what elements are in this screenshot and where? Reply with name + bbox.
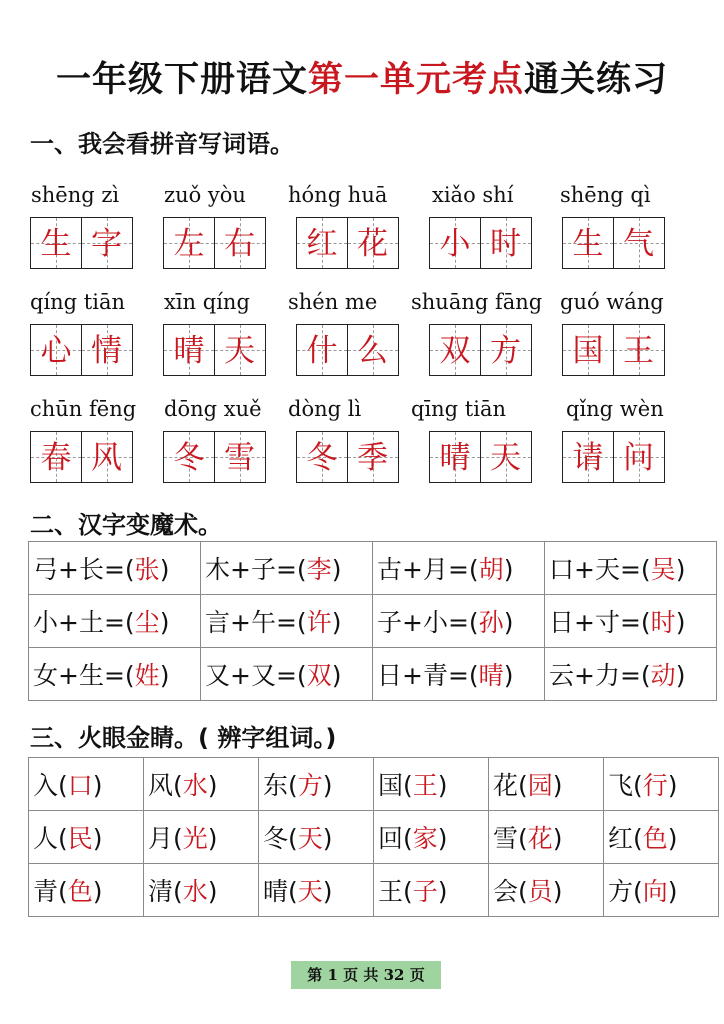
close-paren: ) — [552, 824, 563, 853]
open-paren: ( — [403, 771, 413, 800]
writing-boxes — [163, 431, 264, 483]
tianzige-cell — [562, 431, 614, 483]
open-paren: ( — [640, 555, 651, 584]
tianzige-cell — [562, 217, 614, 269]
base-character: 人 — [33, 824, 59, 853]
combine-expression: 小+土= — [33, 608, 125, 637]
open-paren: ( — [288, 824, 298, 853]
writing-boxes — [562, 431, 663, 483]
tianzige-cell — [214, 324, 266, 376]
base-character: 月 — [148, 824, 174, 853]
combine-cell — [545, 648, 717, 701]
answer-character: 晴 — [478, 661, 504, 690]
tianzige-cell — [296, 431, 348, 483]
answer-character: 天 — [224, 333, 255, 369]
pinyin-label: hóng huā — [288, 183, 388, 207]
combine-cell — [545, 542, 717, 595]
answer-character: 春 — [40, 440, 72, 476]
word-cell — [29, 811, 144, 864]
answer-character: 方 — [490, 333, 521, 369]
pinyin-label: xiǎo shí — [432, 183, 514, 207]
combine-expression: 日+寸= — [549, 608, 641, 637]
tianzige-cell — [163, 324, 215, 376]
base-character: 风 — [148, 771, 174, 800]
combine-cell — [373, 542, 545, 595]
answer-character: 红 — [306, 226, 338, 262]
writing-boxes — [30, 324, 131, 376]
answer-character: 张 — [134, 555, 160, 584]
table-row — [29, 864, 719, 917]
close-paren: ) — [437, 771, 448, 800]
title-part2: 第一单元考点 — [307, 60, 524, 100]
tianzige-cell — [429, 431, 481, 483]
combine-cell — [201, 542, 373, 595]
open-paren: ( — [296, 608, 307, 637]
open-paren: ( — [288, 771, 298, 800]
pinyin-label: shēng zì — [31, 183, 120, 207]
close-paren: ) — [322, 877, 333, 906]
word-cell — [604, 811, 719, 864]
pinyin-label: qíng tiān — [30, 290, 126, 314]
answer-character: 季 — [357, 440, 388, 476]
answer-character: 子 — [412, 877, 438, 906]
base-character: 青 — [33, 877, 59, 906]
base-character: 飞 — [608, 771, 634, 800]
answer-character: 小 — [439, 226, 471, 262]
base-character: 雪 — [493, 824, 519, 853]
answer-character: 什 — [306, 333, 338, 369]
base-character: 冬 — [263, 824, 289, 853]
answer-character: 员 — [527, 877, 553, 906]
title-part3: 通关练习 — [524, 60, 669, 100]
tianzige-cell — [163, 431, 215, 483]
open-paren: ( — [468, 608, 479, 637]
answer-character: 国 — [572, 333, 604, 369]
answer-character: 色 — [642, 824, 668, 853]
answer-character: 向 — [642, 877, 668, 906]
answer-character: 水 — [182, 771, 208, 800]
answer-character: 王 — [623, 333, 654, 369]
section1-heading: 一、我会看拼音写词语。 — [30, 130, 294, 158]
answer-character: 光 — [182, 824, 208, 853]
tianzige-cell — [562, 324, 614, 376]
open-paren: ( — [468, 555, 479, 584]
open-paren: ( — [124, 555, 135, 584]
close-paren: ) — [331, 608, 342, 637]
section3-heading: 三、火眼金睛。( 辨字组词。) — [30, 724, 337, 752]
word-cell — [144, 811, 259, 864]
character-combine-table — [28, 541, 717, 701]
base-character: 回 — [378, 824, 404, 853]
writing-boxes — [296, 431, 397, 483]
tianzige-cell — [429, 217, 481, 269]
combine-expression: 子+小= — [377, 608, 469, 637]
answer-character: 胡 — [478, 555, 504, 584]
close-paren: ) — [159, 555, 170, 584]
base-character: 清 — [148, 877, 174, 906]
table-row — [29, 595, 717, 648]
answer-character: 字 — [91, 226, 122, 262]
writing-boxes — [296, 217, 397, 269]
open-paren: ( — [296, 555, 307, 584]
writing-boxes — [429, 431, 530, 483]
tianzige-cell — [429, 324, 481, 376]
tianzige-cell — [480, 431, 532, 483]
answer-character: 么 — [357, 333, 388, 369]
base-character: 东 — [263, 771, 289, 800]
pinyin-label: zuǒ yòu — [164, 183, 246, 207]
open-paren: ( — [124, 661, 135, 690]
close-paren: ) — [667, 771, 678, 800]
open-paren: ( — [296, 661, 307, 690]
combine-cell — [201, 648, 373, 701]
answer-character: 方 — [297, 771, 323, 800]
character-distinguish-table — [28, 757, 719, 917]
tianzige-cell — [163, 217, 215, 269]
combine-expression: 古+月= — [377, 555, 469, 584]
tianzige-cell — [30, 324, 82, 376]
combine-cell — [201, 595, 373, 648]
writing-boxes — [562, 217, 663, 269]
close-paren: ) — [207, 824, 218, 853]
tianzige-cell — [30, 431, 82, 483]
open-paren: ( — [58, 877, 68, 906]
combine-expression: 云+力= — [549, 661, 641, 690]
answer-character: 园 — [527, 771, 553, 800]
answer-character: 双 — [306, 661, 332, 690]
pinyin-label: xīn qíng — [164, 290, 250, 314]
open-paren: ( — [518, 877, 528, 906]
writing-boxes — [562, 324, 663, 376]
answer-character: 时 — [490, 226, 521, 262]
open-paren: ( — [288, 877, 298, 906]
open-paren: ( — [518, 771, 528, 800]
close-paren: ) — [667, 824, 678, 853]
answer-character: 许 — [306, 608, 332, 637]
open-paren: ( — [403, 824, 413, 853]
open-paren: ( — [173, 771, 183, 800]
answer-character: 孙 — [478, 608, 504, 637]
answer-character: 吴 — [650, 555, 676, 584]
close-paren: ) — [207, 877, 218, 906]
close-paren: ) — [322, 771, 333, 800]
close-paren: ) — [503, 661, 514, 690]
close-paren: ) — [159, 661, 170, 690]
pinyin-label: dōng xuě — [164, 397, 262, 421]
tianzige-cell — [30, 217, 82, 269]
combine-expression: 日+青= — [377, 661, 469, 690]
word-cell — [489, 864, 604, 917]
answer-character: 请 — [572, 440, 604, 476]
tianzige-cell — [613, 431, 665, 483]
close-paren: ) — [207, 771, 218, 800]
open-paren: ( — [640, 608, 651, 637]
writing-boxes — [429, 324, 530, 376]
tianzige-cell — [296, 217, 348, 269]
answer-character: 情 — [91, 333, 122, 369]
tianzige-cell — [613, 217, 665, 269]
writing-boxes — [296, 324, 397, 376]
close-paren: ) — [552, 771, 563, 800]
open-paren: ( — [173, 877, 183, 906]
close-paren: ) — [552, 877, 563, 906]
open-paren: ( — [633, 824, 643, 853]
tianzige-cell — [296, 324, 348, 376]
tianzige-cell — [347, 324, 399, 376]
combine-cell — [29, 595, 201, 648]
combine-cell — [29, 648, 201, 701]
close-paren: ) — [92, 877, 103, 906]
answer-character: 动 — [650, 661, 676, 690]
combine-cell — [373, 648, 545, 701]
pinyin-label: shén me — [288, 290, 378, 314]
answer-character: 左 — [173, 226, 205, 262]
tianzige-cell — [347, 217, 399, 269]
answer-character: 水 — [182, 877, 208, 906]
combine-cell — [545, 595, 717, 648]
combine-expression: 弓+长= — [33, 555, 125, 584]
answer-character: 时 — [650, 608, 676, 637]
base-character: 红 — [608, 824, 634, 853]
answer-character: 家 — [412, 824, 438, 853]
tianzige-cell — [214, 431, 266, 483]
word-cell — [604, 864, 719, 917]
close-paren: ) — [159, 608, 170, 637]
answer-character: 右 — [224, 226, 255, 262]
answer-character: 李 — [306, 555, 332, 584]
title-part1: 一年级下册语文 — [55, 60, 308, 100]
answer-character: 生 — [40, 226, 72, 262]
open-paren: ( — [124, 608, 135, 637]
page-footer: 第 1 页 共 32 页 — [291, 961, 441, 989]
tianzige-cell — [81, 431, 133, 483]
word-cell — [489, 758, 604, 811]
tianzige-cell — [347, 431, 399, 483]
open-paren: ( — [58, 771, 68, 800]
tianzige-cell — [81, 217, 133, 269]
close-paren: ) — [503, 608, 514, 637]
base-character: 入 — [33, 771, 59, 800]
pinyin-label: dòng lì — [288, 397, 362, 421]
answer-character: 晴 — [439, 440, 471, 476]
word-cell — [259, 758, 374, 811]
table-row — [29, 758, 719, 811]
answer-character: 口 — [67, 771, 93, 800]
pinyin-label: qǐng wèn — [566, 397, 664, 421]
combine-expression: 言+午= — [205, 608, 297, 637]
word-cell — [29, 864, 144, 917]
answer-character: 双 — [439, 333, 471, 369]
combine-cell — [373, 595, 545, 648]
word-cell — [374, 811, 489, 864]
pinyin-label: qīng tiān — [411, 397, 507, 421]
base-character: 会 — [493, 877, 519, 906]
close-paren: ) — [675, 661, 686, 690]
open-paren: ( — [58, 824, 68, 853]
close-paren: ) — [667, 877, 678, 906]
writing-boxes — [429, 217, 530, 269]
answer-character: 雪 — [224, 440, 255, 476]
close-paren: ) — [503, 555, 514, 584]
word-cell — [374, 758, 489, 811]
answer-character: 民 — [67, 824, 93, 853]
answer-character: 姓 — [134, 661, 160, 690]
answer-character: 天 — [490, 440, 521, 476]
open-paren: ( — [633, 877, 643, 906]
writing-boxes — [163, 324, 264, 376]
tianzige-cell — [214, 217, 266, 269]
open-paren: ( — [640, 661, 651, 690]
combine-expression: 口+天= — [549, 555, 641, 584]
combine-expression: 又+又= — [205, 661, 297, 690]
answer-character: 风 — [91, 440, 122, 476]
open-paren: ( — [403, 877, 413, 906]
answer-character: 问 — [623, 440, 654, 476]
page-title — [0, 52, 724, 102]
table-row — [29, 648, 717, 701]
table-row — [29, 811, 719, 864]
answer-character: 气 — [623, 226, 654, 262]
answer-character: 晴 — [173, 333, 205, 369]
tianzige-cell — [81, 324, 133, 376]
open-paren: ( — [633, 771, 643, 800]
answer-character: 花 — [527, 824, 553, 853]
answer-character: 冬 — [173, 440, 205, 476]
tianzige-cell — [613, 324, 665, 376]
pinyin-label: guó wáng — [560, 290, 664, 314]
answer-character: 花 — [357, 226, 388, 262]
combine-expression: 女+生= — [33, 661, 125, 690]
writing-boxes — [163, 217, 264, 269]
close-paren: ) — [92, 771, 103, 800]
close-paren: ) — [675, 608, 686, 637]
close-paren: ) — [675, 555, 686, 584]
close-paren: ) — [331, 555, 342, 584]
answer-character: 色 — [67, 877, 93, 906]
answer-character: 心 — [40, 333, 72, 369]
answer-character: 天 — [297, 824, 323, 853]
combine-cell — [29, 542, 201, 595]
open-paren: ( — [173, 824, 183, 853]
base-character: 花 — [493, 771, 519, 800]
close-paren: ) — [92, 824, 103, 853]
word-cell — [374, 864, 489, 917]
answer-character: 王 — [412, 771, 438, 800]
open-paren: ( — [468, 661, 479, 690]
answer-character: 尘 — [134, 608, 160, 637]
combine-expression: 木+子= — [205, 555, 297, 584]
base-character: 国 — [378, 771, 404, 800]
writing-boxes — [30, 431, 131, 483]
word-cell — [144, 864, 259, 917]
base-character: 王 — [378, 877, 404, 906]
word-cell — [489, 811, 604, 864]
close-paren: ) — [331, 661, 342, 690]
close-paren: ) — [437, 824, 448, 853]
answer-character: 行 — [642, 771, 668, 800]
tianzige-cell — [480, 217, 532, 269]
answer-character: 冬 — [306, 440, 338, 476]
answer-character: 天 — [297, 877, 323, 906]
pinyin-label: chūn fēng — [30, 397, 137, 421]
close-paren: ) — [437, 877, 448, 906]
pinyin-label: shēng qì — [560, 183, 651, 207]
writing-boxes — [30, 217, 131, 269]
base-character: 方 — [608, 877, 634, 906]
word-cell — [259, 864, 374, 917]
close-paren: ) — [322, 824, 333, 853]
word-cell — [144, 758, 259, 811]
open-paren: ( — [518, 824, 528, 853]
pinyin-label: shuāng fāng — [411, 290, 543, 314]
word-cell — [29, 758, 144, 811]
table-row — [29, 542, 717, 595]
tianzige-cell — [480, 324, 532, 376]
word-cell — [259, 811, 374, 864]
base-character: 晴 — [263, 877, 289, 906]
word-cell — [604, 758, 719, 811]
section2-heading: 二、汉字变魔术。 — [30, 511, 222, 539]
answer-character: 生 — [572, 226, 604, 262]
